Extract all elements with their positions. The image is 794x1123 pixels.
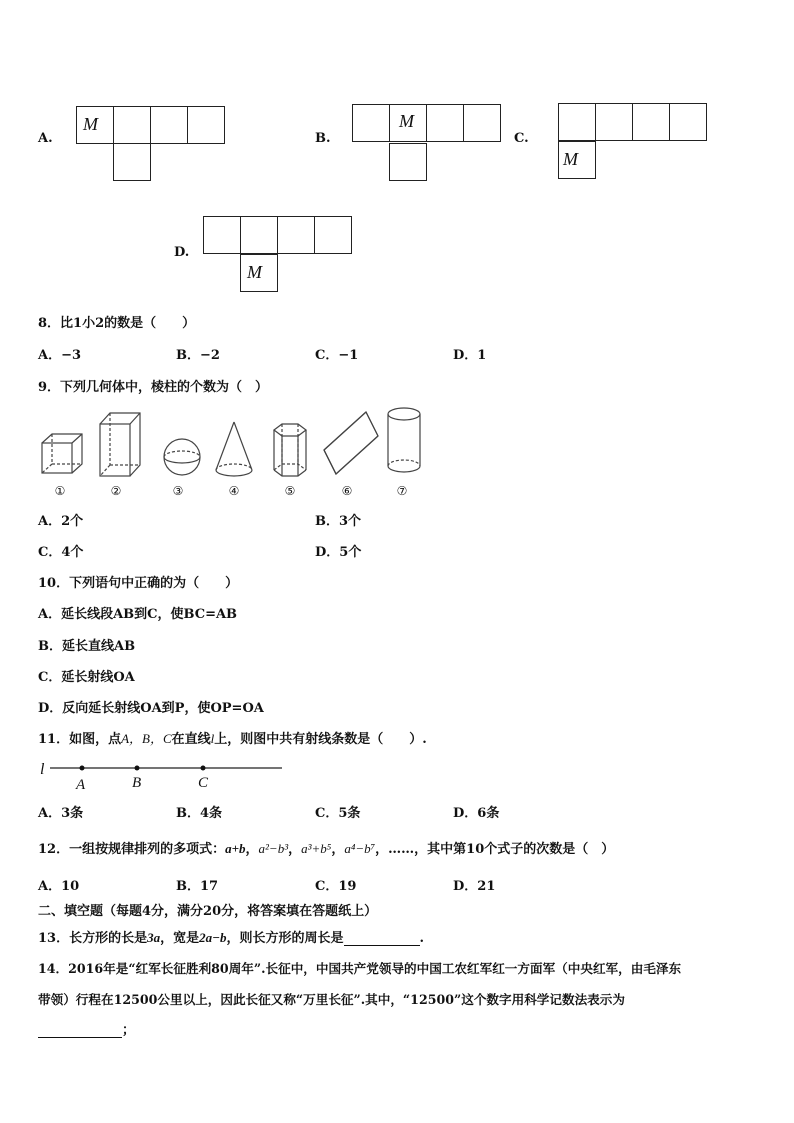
m-label: M [563, 149, 578, 169]
q13-part2: ，宽是 [160, 931, 200, 946]
q12-stem [38, 838, 614, 857]
q8-option-c: C．−1 [315, 348, 359, 363]
net-square [113, 143, 151, 181]
point-c-label: C [198, 775, 209, 791]
q12-sep: ， [331, 842, 345, 857]
q12-option-a: A．10 [38, 879, 80, 894]
line-label: l [40, 761, 45, 778]
solid-label: ⑦ [396, 484, 408, 498]
q12-term: a⁴−b⁷ [344, 841, 376, 856]
section-heading: 二、填空题（每题4分，满分20分，将答案填在答题纸上） [38, 904, 378, 919]
rect-prism-shape [100, 413, 140, 476]
q8-option-b: B．−2 [176, 348, 220, 363]
q10-option-d: D．反向延长射线OA到P，使OP=OA [38, 701, 264, 716]
q9-option-b: B．3个 [315, 514, 362, 529]
solids-figure [36, 400, 436, 505]
net-square [76, 106, 114, 144]
net-square [113, 106, 151, 144]
q12-sep: ， [245, 842, 259, 857]
q10-option-b: B．延长直线AB [38, 639, 136, 654]
q12-term: a+b [225, 841, 246, 856]
q11-option-d: D．6条 [453, 806, 500, 821]
q11-option-c: C．5条 [315, 806, 361, 821]
q10-option-c: C．延长射线OA [38, 670, 135, 685]
answer-blank[interactable] [38, 1023, 122, 1038]
q11-stem-suffix: 上，则图中共有射线条数是（ ）. [214, 732, 427, 747]
cylinder-shape [388, 408, 420, 472]
option-label: C. [514, 131, 529, 146]
q13-stem [38, 927, 424, 946]
q8-option-a: A．−3 [38, 348, 82, 363]
q13-part1: 13．长方形的长是 [38, 931, 148, 946]
solid-label: ② [110, 484, 122, 498]
sphere-shape [164, 439, 200, 475]
m-label: M [83, 114, 98, 134]
solid-label: ④ [228, 484, 240, 498]
solid-label: ③ [172, 484, 184, 498]
option-label: A. [38, 131, 53, 146]
q11-option-b: B．4条 [176, 806, 223, 821]
q14-line2: 带领）行程在12500公里以上，因此长征又称“万里长征”.其中，“12500”这个数字用科学记数法表示为 [38, 992, 625, 1007]
point-b-label: B [132, 775, 142, 791]
hex-prism-shape [274, 424, 306, 476]
net-square [558, 141, 596, 179]
q13-width: 2a−b [199, 930, 227, 945]
point-a-label: A [76, 777, 86, 793]
solid-label: ① [54, 484, 66, 498]
q8-stem: 8．比1小2的数是（ ） [38, 316, 196, 331]
solid-label: ⑤ [284, 484, 296, 498]
q14-line1: 14．2016年是“红军长征胜利80周年”.长征中，中国共产党领导的中国工农红军红一方面军（中央红军，由毛泽东 [38, 961, 682, 976]
q12-term: a²−b³ [258, 841, 289, 856]
q12-term: a³+b⁵ [301, 841, 332, 856]
q9-option-d: D．5个 [315, 545, 362, 560]
net-square [426, 104, 464, 142]
q12-option-b: B．17 [176, 879, 219, 894]
net-square [558, 103, 596, 141]
cone-shape [216, 422, 252, 476]
q11-stem-prefix: 11．如图，点 [38, 732, 122, 747]
net-square [150, 106, 188, 144]
answer-blank[interactable] [344, 931, 420, 946]
net-square [187, 106, 225, 144]
solid-label: ⑥ [341, 484, 353, 498]
q9-option-a: A．2个 [38, 514, 84, 529]
net-square [669, 103, 707, 141]
q11-stem-mid: 在直线 [171, 732, 211, 747]
q12-sep: ， [288, 842, 302, 857]
q12-option-d: D．21 [453, 879, 496, 894]
net-square [240, 216, 278, 254]
net-square [203, 216, 241, 254]
q12-stem-prefix: 12．一组按规律排列的多项式： [38, 842, 226, 857]
q12-option-c: C．19 [315, 879, 357, 894]
q8-option-d: D．1 [453, 348, 487, 363]
q11-line-name: l [210, 731, 215, 746]
q9-stem: 9．下列几何体中，棱柱的个数为（ ） [38, 380, 269, 395]
point-b [135, 766, 140, 771]
q11-points-text: A，B，C [121, 731, 172, 746]
point-c [201, 766, 206, 771]
cube-shape [42, 434, 82, 473]
q11-option-a: A．3条 [38, 806, 84, 821]
q14-end: ； [122, 1023, 136, 1038]
q12-stem-suffix: ，……，其中第10个式子的次数是（ ） [375, 842, 615, 857]
option-label: B. [315, 131, 331, 146]
net-square [463, 104, 501, 142]
option-label: D. [174, 245, 190, 260]
q9-option-c: C．4个 [38, 545, 84, 560]
net-square [389, 104, 427, 142]
q14-answer-row [38, 1019, 135, 1038]
q10-stem: 10．下列语句中正确的为（ ） [38, 576, 239, 591]
net-square [352, 104, 390, 142]
net-square [389, 143, 427, 181]
net-square [314, 216, 352, 254]
tri-prism-shape [324, 412, 378, 474]
m-label: M [399, 111, 414, 131]
line-figure [36, 756, 296, 794]
m-label: M [247, 262, 262, 282]
q11-stem [38, 728, 427, 747]
q13-length: 3a [147, 930, 161, 945]
net-square [240, 254, 278, 292]
q13-part3: ，则长方形的周长是 [226, 931, 344, 946]
net-square [277, 216, 315, 254]
q10-option-a: A．延长线段AB到C，使BC=AB [38, 607, 238, 622]
q13-end: . [419, 931, 425, 946]
point-a [80, 766, 85, 771]
net-square [632, 103, 670, 141]
net-square [595, 103, 633, 141]
